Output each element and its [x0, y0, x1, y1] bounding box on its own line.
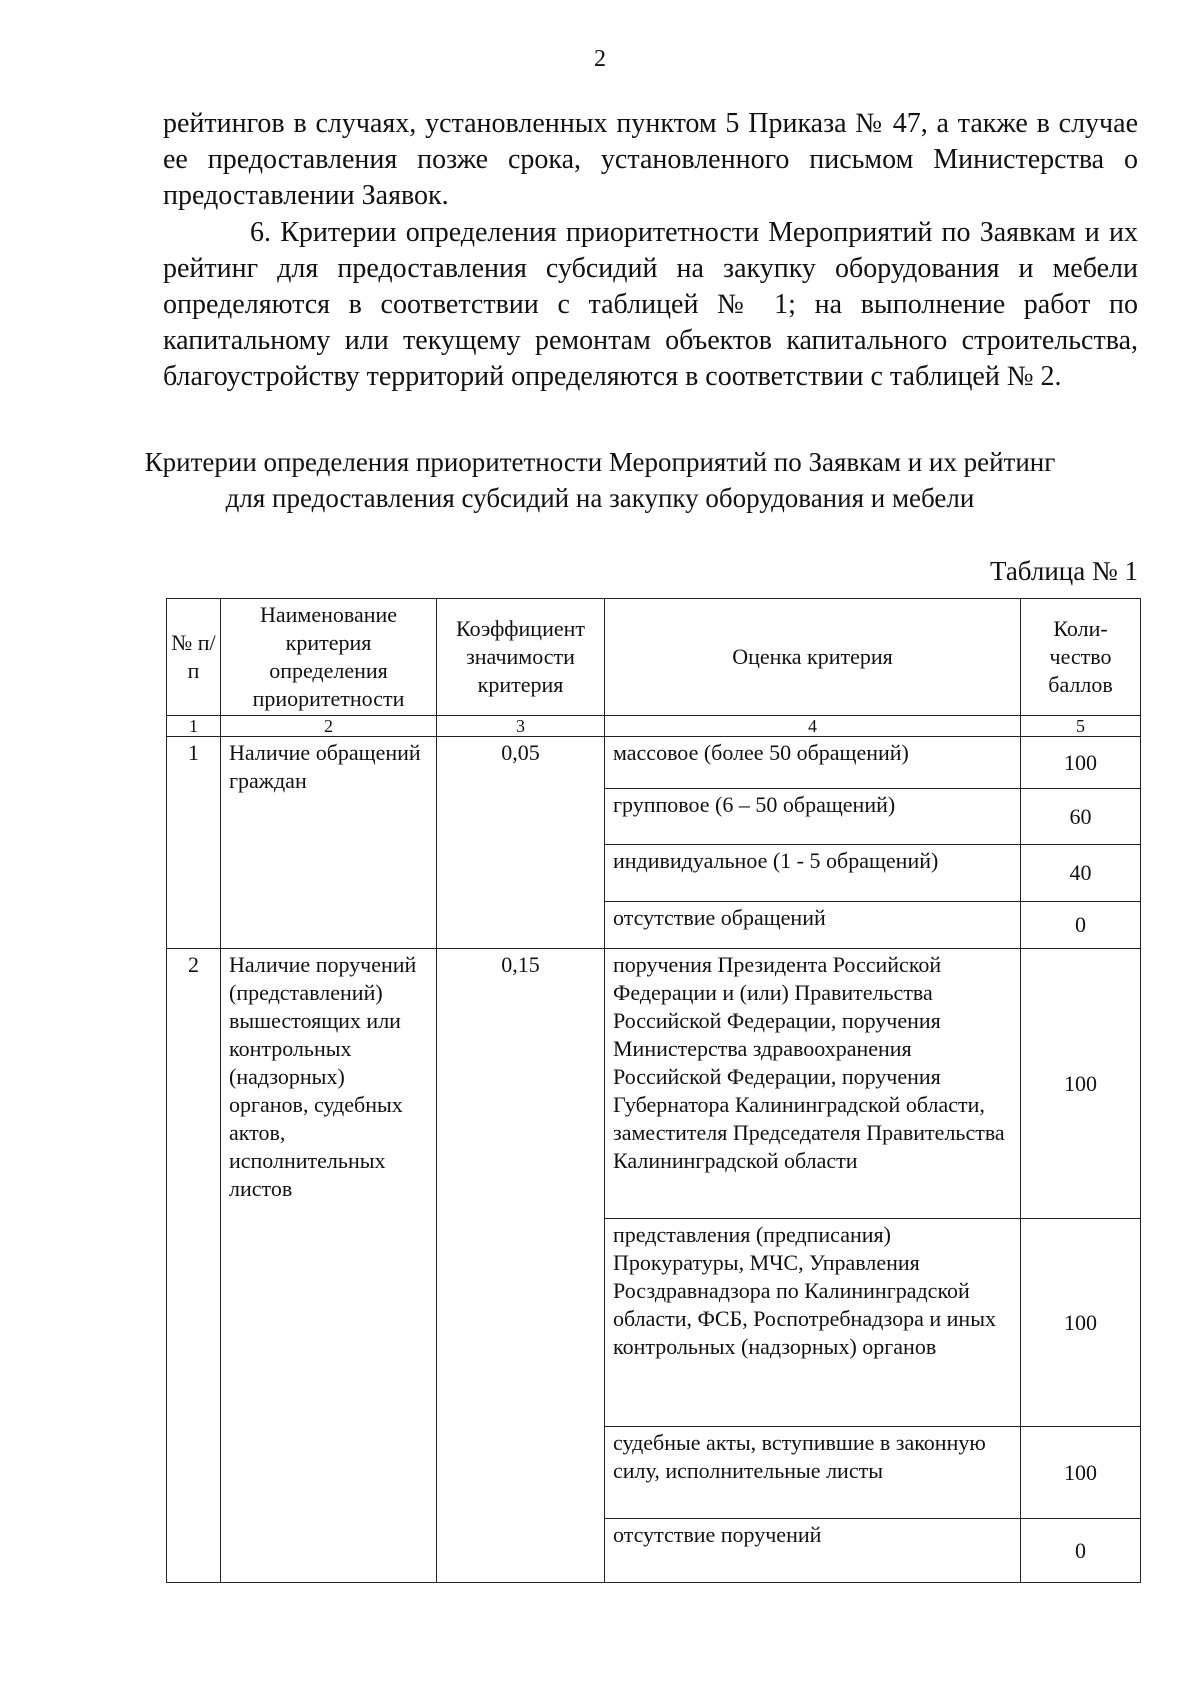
- column-numbers-row: [167, 716, 1141, 737]
- column-number: 3: [437, 716, 605, 737]
- assessment-option: групповое (6 – 50 обращений): [605, 789, 1021, 845]
- criteria-table: [166, 598, 1141, 1583]
- header-criterion: Наименование критерия определения приоритетности: [221, 599, 437, 716]
- assessment-option: отсутствие обращений: [605, 902, 1021, 949]
- column-number: 2: [221, 716, 437, 737]
- table-label: Таблица № 1: [990, 556, 1138, 586]
- criterion-coefficient: 0,05: [437, 737, 605, 949]
- option-points: 0: [1021, 1519, 1141, 1583]
- paragraph-continuation: рейтингов в случаях, установленных пунктом 5 Приказа № 47, а также в случае ее предоставления позже срока, установленного письмом Министерства о предоставлении Заявок.: [163, 108, 1138, 211]
- column-number: 5: [1021, 716, 1141, 737]
- option-points: 100: [1021, 949, 1141, 1219]
- table-row: [167, 949, 1141, 1219]
- header-num: № п/п: [167, 599, 221, 716]
- option-points: 100: [1021, 1427, 1141, 1519]
- option-points: 0: [1021, 902, 1141, 949]
- option-points: 40: [1021, 845, 1141, 902]
- table-title-line-1: Критерии определения приоритетности Мероприятий по Заявкам и их рейтинг: [144, 447, 1056, 477]
- header-coefficient: Коэффициент значимости критерия: [437, 599, 605, 716]
- page-number: 2: [594, 46, 606, 72]
- assessment-option: индивидуальное (1 - 5 обращений): [605, 845, 1021, 902]
- option-points: 100: [1021, 737, 1141, 789]
- column-number: 4: [605, 716, 1021, 737]
- paragraph-6: 6. Критерии определения приоритетности Мероприятий по Заявкам и их рейтинг для предоставления субсидий на закупку оборудования и мебели определяются в соответствии с таблицей № 1; на выполнение работ по капитальному или текущему ремонтам объектов капитального строительства, благоустройству территорий определяются в соответствии с таблицей № 2.: [163, 217, 1138, 392]
- criterion-coefficient: 0,15: [437, 949, 605, 1583]
- option-points: 100: [1021, 1219, 1141, 1427]
- criterion-name: Наличие обращений граждан: [221, 737, 437, 949]
- assessment-option: поручения Президента Российской Федерации и (или) Правительства Российской Федерации, поручения Министерства здравоохранения Российской Федерации, поручения Губернатора Калининградской области, заместителя Председателя Правительства Калининградской области: [605, 949, 1021, 1219]
- column-number: 1: [167, 716, 221, 737]
- row-num: 1: [167, 737, 221, 949]
- header-assessment: Оценка критерия: [605, 599, 1021, 716]
- table-title-line-2: для предоставления субсидий на закупку оборудования и мебели: [225, 483, 975, 513]
- assessment-option: отсутствие поручений: [605, 1519, 1021, 1583]
- row-num: 2: [167, 949, 221, 1583]
- criterion-name: Наличие поручений (представлений) вышестоящих или контрольных (надзорных) органов, судебных актов, исполнительных листов: [221, 949, 437, 1583]
- assessment-option: массовое (более 50 обращений): [605, 737, 1021, 789]
- header-points: Коли-чество баллов: [1021, 599, 1141, 716]
- option-points: 60: [1021, 789, 1141, 845]
- table-title: [100, 444, 1100, 516]
- table-row: [167, 737, 1141, 789]
- table-header-row: [167, 599, 1141, 716]
- assessment-option: судебные акты, вступившие в законную силу, исполнительные листы: [605, 1427, 1021, 1519]
- assessment-option: представления (предписания) Прокуратуры, МЧС, Управления Росздравнадзора по Калининградской области, ФСБ, Роспотребнадзора и иных контрольных (надзорных) органов: [605, 1219, 1021, 1427]
